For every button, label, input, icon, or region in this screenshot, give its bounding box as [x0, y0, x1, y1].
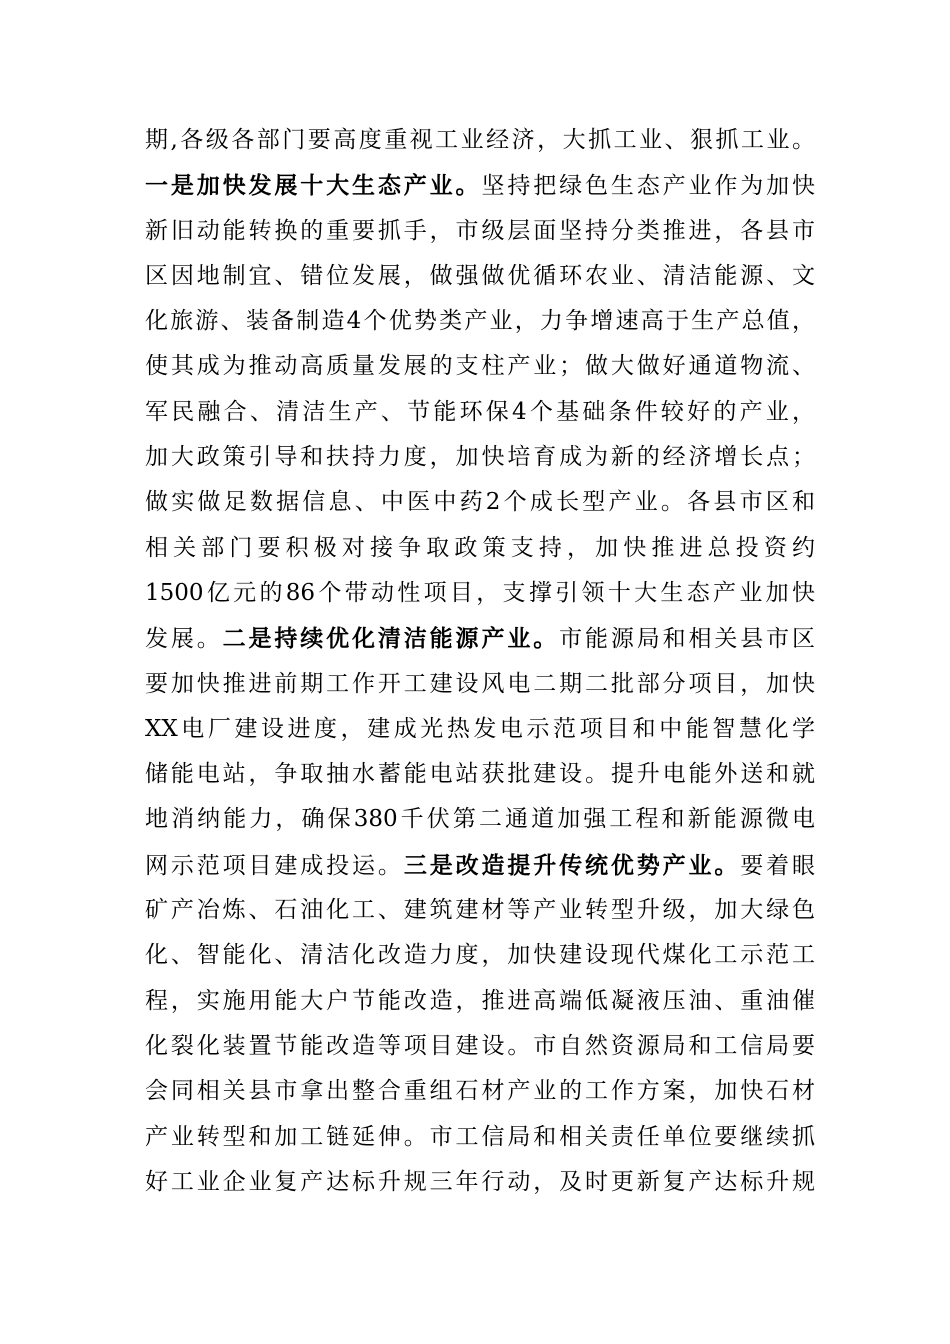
text-run: 军民融合、清洁生产、节能环保4个基础条件较好的产业，	[145, 398, 815, 425]
text-line	[145, 933, 815, 978]
bold-heading-run: 一是加快发展十大生态产业。	[145, 172, 482, 200]
text-line	[145, 979, 815, 1024]
text-run: 新旧动能转换的重要抓手，市级层面坚持分类推进，各县市	[145, 217, 815, 244]
text-line	[145, 118, 815, 163]
text-run: 相关部门要积极对接争取政策支持，加快推进总投资约	[145, 534, 815, 561]
text-line	[145, 390, 815, 435]
text-line	[145, 163, 815, 208]
text-line	[145, 707, 815, 752]
text-line	[145, 209, 815, 254]
text-line	[145, 344, 815, 389]
text-line	[145, 1115, 815, 1160]
text-line	[145, 843, 815, 888]
body-text	[145, 118, 815, 1205]
text-run: 矿产冶炼、石油化工、建筑建材等产业转型升级，加大绿色	[145, 897, 815, 924]
text-run: XX电厂建设进度，建成光热发电示范项目和中能智慧化学	[145, 715, 815, 742]
bold-heading-run: 三是改造提升传统优势产业。	[403, 851, 741, 879]
text-run: 网示范项目建成投运。	[145, 852, 404, 879]
text-line	[145, 662, 815, 707]
text-line	[145, 526, 815, 571]
text-line	[145, 1160, 815, 1205]
text-line	[145, 1024, 815, 1069]
text-line	[145, 1069, 815, 1114]
text-line	[145, 480, 815, 525]
text-run: 区因地制宜、错位发展，做强做优循环农业、清洁能源、文	[145, 262, 815, 289]
text-line	[145, 797, 815, 842]
text-run: 化、智能化、清洁化改造力度，加快建设现代煤化工示范工	[145, 942, 815, 969]
text-run: 发展。	[145, 626, 223, 653]
text-line	[145, 299, 815, 344]
text-line	[145, 888, 815, 933]
text-run: 会同相关县市拿出整合重组石材产业的工作方案，加快石材	[145, 1078, 815, 1105]
text-run: 期,各级各部门要高度重视工业经济，大抓工业、狠抓工业。	[145, 127, 815, 153]
text-run: 产业转型和加工链延伸。市工信局和相关责任单位要继续抓	[145, 1123, 815, 1150]
text-line	[145, 254, 815, 299]
text-run: 做实做足数据信息、中医中药2个成长型产业。各县市区和	[145, 489, 815, 516]
text-run: 储能电站，争取抽水蓄能电站获批建设。提升电能外送和就	[145, 761, 815, 788]
text-line	[145, 752, 815, 797]
text-run: 程，实施用能大户节能改造，推进高端低凝液压油、重油催	[145, 987, 815, 1014]
text-run: 使其成为推动高质量发展的支柱产业；做大做好通道物流、	[145, 353, 815, 380]
text-run: 加大政策引导和扶持力度，加快培育成为新的经济增长点；	[145, 444, 815, 471]
text-line	[145, 616, 815, 661]
text-run: 要着眼	[740, 852, 815, 879]
text-run: 化裂化装置节能改造等项目建设。市自然资源局和工信局要	[145, 1032, 815, 1059]
text-run: 坚持把绿色生态产业作为加快	[481, 173, 815, 200]
text-run: 好工业企业复产达标升规三年行动，及时更新复产达标升规	[145, 1168, 815, 1195]
text-run: 市能源局和相关县市区	[559, 626, 815, 653]
text-run: 地消纳能力，确保380千伏第二通道加强工程和新能源微电	[145, 806, 815, 833]
bold-heading-run: 二是持续优化清洁能源产业。	[222, 625, 560, 653]
text-run: 化旅游、装备制造4个优势类产业，力争增速高于生产总值，	[145, 308, 815, 335]
text-run: 要加快推进前期工作开工建设风电二期二批部分项目，加快	[145, 670, 815, 697]
text-line	[145, 435, 815, 480]
text-line	[145, 571, 815, 616]
text-run: 1500亿元的86个带动性项目，支撑引领十大生态产业加快	[145, 579, 815, 606]
